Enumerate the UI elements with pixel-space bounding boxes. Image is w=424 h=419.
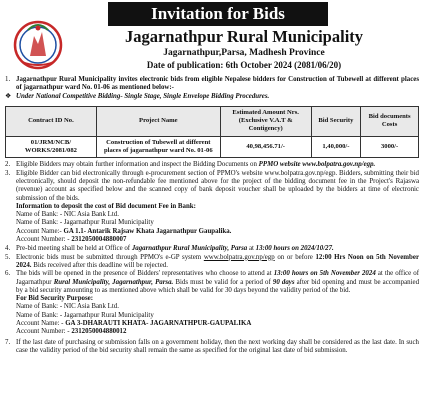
ppmo-link[interactable]: PPMO website www.bolpatra.gov.np/egp. (258, 161, 376, 169)
clause-1-procedure: ❖ Under National Competitive Bidding- Single Stage, Single Envelope Bidding Procedures. (5, 92, 270, 100)
security-account-name: Account Name: - GA 3-DHARAUTI KHATA- JAGARNATHPUR-GAUPALIKA (16, 320, 252, 328)
clause-3: 3. Eligible Bidder can bid electronically through e-procurement section of PPMO's website www.bolpatra.gov.np/egp. Bidders, submitting their bid electronically, should deposit the non-refundable fee mentioned above for the project of the bidding document fee in the Project's Rajaswa (revenue) account as specified below and the scanned copy of bank deposit voucher shall be uploaded by the bidders at time of electronic submission of the bids. (5, 169, 419, 202)
notice-body (5, 76, 419, 355)
fee-office: Name of Bank: - Jagarnathpur Rural Municipality (16, 219, 154, 227)
publication-date: Date of publication: 6th October 2024 (2081/06/20) (146, 60, 342, 70)
nepal-emblem-icon (8, 18, 68, 70)
org-name: Jagarnathpur Rural Municipality (124, 27, 364, 46)
org-address: Jagarnathpur,Parsa, Madhesh Province (163, 48, 325, 58)
clause-5: 5. Electronic bids must be submitted through PPMO's e-GP system www.bolpatra.gov.np/egp on or before 12:00 Hrs Noon on 5th November 2024. Bids received after this deadline will be rejected. (5, 253, 419, 269)
fee-heading: Information to deposit the cost of Bid document Fee in Bank: (16, 202, 196, 210)
security-bank: Name of Bank: - NIC Asia Bank Ltd. (16, 303, 119, 311)
col-contract-id: Contract ID No. (6, 106, 97, 136)
col-estimated-amount: Estimated Amount Nrs.(Exclusive V.A.T & Contigency) (220, 106, 311, 136)
col-bid-security: Bid Security (311, 106, 361, 136)
table-row: 01/JRM/NCB/ WORKS/2081/082 Construction of Tubewell at different places of jagarnathpur ward No. 01-06 40,98,456.71/- 1,40,000/- 3000/- (6, 136, 419, 158)
col-bid-doc-cost: Bid documents Costs (361, 106, 419, 136)
bullet-icon: ❖ (5, 92, 12, 100)
fee-bank: Name of Bank: - NIC Asia Bank Ltd. (16, 211, 119, 219)
security-office: Name of Bank: - Jagarnathpur Rural Municipality (16, 311, 154, 319)
banner-title: Invitation for Bids (108, 2, 328, 26)
clause-1: 1. Jagarnathpur Rural Municipality invites electronic bids from eligible Nepalese bidders for Construction of Tubewell at different places of jagarnathpur ward No. 01-06 as mentioned below:- (5, 76, 419, 92)
clause-6: 6. The bids will be opened in the presence of Bidders' representatives who choose to attend at 13:00 hours on 5th November 2024 at the office of Jagarnathpur Rural Municipality, Jagarnathpur, Parsa. Bids must be valid for a period of 90 days after bid opening and must be accompanied by a bid security amounting to as mentioned above which shall be valid for 30 days beyond the validity period of the bid. (5, 270, 420, 294)
col-project-name: Project Name (96, 106, 220, 136)
clause-7: 7. If the last date of purchasing or submission falls on a government holiday, then the next working day shall be considered as the last date. In such case the validity period of the bid security shall remain the same as specified for the original last date of bid submission. (5, 338, 419, 354)
clause-4: 4. Pre-bid meeting shall be held at Office of Jagarnathpur Rural Municipality, Parsa at 13:00 hours on 2024/10/27. (5, 245, 334, 253)
fee-account-number: Account Number: - 2312050004880007 (16, 236, 127, 244)
notice-header (70, 27, 418, 71)
clause-2: 2. Eligible Bidders may obtain further information and inspect the Bidding Documents on PPMO website www.bolpatra.gov.np/egp. (5, 161, 376, 169)
security-heading: For Bid Security Purpose: (16, 295, 94, 303)
security-account-number: Account Number: - 2312050004880012 (16, 328, 127, 336)
contract-table (5, 106, 419, 158)
fee-account-name: Account Name:- GA 1.1- Antarik Rajsaw Khata Jagarnathpur Gaupalika. (16, 227, 232, 235)
egp-link[interactable]: www.bolpatra.gov.np/egp (203, 253, 275, 261)
